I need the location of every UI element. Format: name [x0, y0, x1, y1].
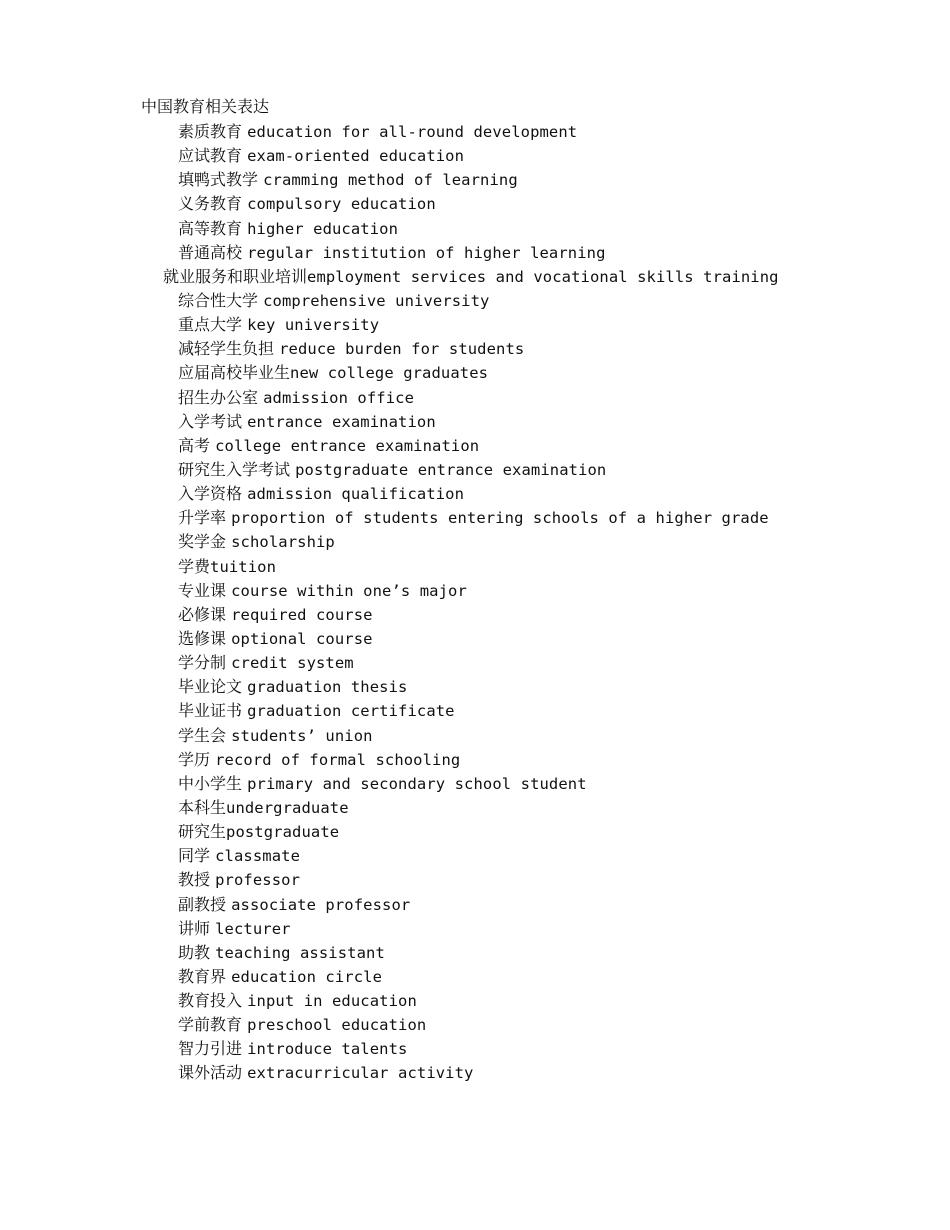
glossary-entry — [0, 169, 779, 193]
chinese-term: 学前教育 — [178, 1015, 243, 1035]
glossary-entry — [0, 628, 779, 652]
english-translation: exam-oriented education — [247, 147, 465, 166]
chinese-term: 学分制 — [178, 653, 227, 673]
glossary-list — [0, 121, 779, 1087]
chinese-term: 招生办公室 — [178, 387, 259, 407]
english-translation: graduation thesis — [247, 678, 408, 697]
english-translation: graduation certificate — [247, 702, 455, 721]
chinese-term: 减轻学生负担 — [178, 339, 275, 359]
glossary-entry — [0, 290, 779, 314]
chinese-term: 学生会 — [178, 725, 227, 745]
chinese-term: 综合性大学 — [178, 290, 259, 310]
chinese-term: 学费 — [178, 556, 211, 576]
english-translation: introduce talents — [247, 1040, 408, 1059]
glossary-entry — [0, 918, 779, 942]
glossary-entry — [0, 604, 779, 628]
english-translation: postgraduate — [226, 823, 340, 842]
chinese-term: 入学考试 — [178, 411, 243, 431]
english-translation: new college graduates — [290, 364, 489, 383]
glossary-entry — [0, 700, 779, 724]
english-translation: record of formal schooling — [215, 750, 461, 769]
english-translation: classmate — [215, 847, 300, 866]
glossary-entry — [0, 773, 779, 797]
glossary-entry — [0, 894, 779, 918]
english-translation: required course — [231, 605, 373, 624]
english-translation: lecturer — [215, 919, 291, 938]
page-title: 中国教育相关表达 — [141, 97, 270, 116]
english-translation: college entrance examination — [215, 436, 480, 455]
chinese-term: 高考 — [178, 435, 211, 455]
glossary-entry — [0, 942, 779, 966]
chinese-term: 奖学金 — [178, 532, 227, 552]
glossary-entry — [0, 459, 779, 483]
chinese-term: 义务教育 — [178, 194, 243, 214]
english-translation: teaching assistant — [215, 943, 385, 962]
english-translation: extracurricular activity — [247, 1064, 474, 1083]
english-translation: admission office — [263, 388, 415, 407]
chinese-term: 研究生 — [178, 822, 227, 842]
english-translation: scholarship — [231, 533, 335, 552]
english-translation: comprehensive university — [263, 291, 490, 310]
english-translation: associate professor — [231, 895, 411, 914]
english-translation: primary and secondary school student — [247, 774, 587, 793]
glossary-entry — [0, 676, 779, 700]
glossary-entry — [0, 121, 779, 145]
english-translation: tuition — [210, 557, 277, 576]
chinese-term: 研究生入学考试 — [178, 459, 291, 479]
glossary-entry — [0, 797, 779, 821]
chinese-term: 就业服务和职业培训 — [163, 266, 308, 286]
glossary-entry — [0, 845, 779, 869]
glossary-entry — [0, 990, 779, 1014]
glossary-entry — [0, 556, 779, 580]
glossary-entry — [0, 314, 779, 338]
english-translation: education circle — [231, 967, 383, 986]
glossary-entry — [0, 242, 779, 266]
glossary-entry — [0, 338, 779, 362]
glossary-entry — [0, 966, 779, 990]
chinese-term: 专业课 — [178, 580, 227, 600]
english-translation: postgraduate entrance examination — [295, 460, 607, 479]
chinese-term: 高等教育 — [178, 218, 243, 238]
english-translation: employment services and vocational skills training — [307, 267, 779, 286]
english-translation: higher education — [247, 219, 399, 238]
english-translation: input in education — [247, 992, 417, 1011]
glossary-entry — [0, 1038, 779, 1062]
chinese-term: 学历 — [178, 749, 211, 769]
chinese-term: 同学 — [178, 846, 211, 866]
english-translation: credit system — [231, 654, 354, 673]
chinese-term: 重点大学 — [178, 315, 243, 335]
chinese-term: 教授 — [178, 870, 211, 890]
glossary-entry — [0, 507, 779, 531]
glossary-entry — [0, 749, 779, 773]
english-translation: compulsory education — [247, 195, 436, 214]
english-translation: students’ union — [231, 726, 373, 745]
english-translation: professor — [215, 871, 300, 890]
chinese-term: 教育界 — [178, 966, 227, 986]
chinese-term: 选修课 — [178, 628, 227, 648]
glossary-entry — [0, 193, 779, 217]
glossary-entry — [0, 266, 779, 290]
english-translation: reduce burden for students — [279, 340, 525, 359]
chinese-term: 本科生 — [178, 797, 227, 817]
glossary-entry — [0, 531, 779, 555]
english-translation: proportion of students entering schools of a higher grade — [231, 509, 769, 528]
glossary-entry — [0, 652, 779, 676]
chinese-term: 填鸭式教学 — [178, 170, 259, 190]
glossary-entry — [0, 725, 779, 749]
english-translation: education for all-round development — [247, 123, 578, 141]
english-translation: course within one’s major — [231, 581, 467, 600]
glossary-entry — [0, 1014, 779, 1038]
english-translation: key university — [247, 316, 380, 335]
english-translation: admission qualification — [247, 485, 465, 504]
chinese-term: 普通高校 — [178, 242, 243, 262]
chinese-term: 素质教育 — [178, 122, 243, 141]
glossary-entry — [0, 869, 779, 893]
chinese-term: 入学资格 — [178, 484, 243, 504]
glossary-entry — [0, 218, 779, 242]
glossary-entry — [0, 362, 779, 386]
glossary-entry — [0, 821, 779, 845]
english-translation: undergraduate — [226, 798, 349, 817]
chinese-term: 升学率 — [178, 508, 227, 528]
english-translation: cramming method of learning — [263, 171, 518, 190]
glossary-entry — [0, 387, 779, 411]
chinese-term: 毕业证书 — [178, 701, 243, 721]
chinese-term: 应届高校毕业生 — [178, 363, 291, 383]
chinese-term: 副教授 — [178, 894, 227, 914]
chinese-term: 毕业论文 — [178, 677, 243, 697]
english-translation: regular institution of higher learning — [247, 243, 606, 262]
chinese-term: 讲师 — [178, 918, 211, 938]
glossary-entry — [0, 1062, 779, 1086]
glossary-entry — [0, 580, 779, 604]
chinese-term: 助教 — [178, 942, 211, 962]
chinese-term: 课外活动 — [178, 1063, 243, 1083]
glossary-entry — [0, 483, 779, 507]
english-translation: preschool education — [247, 1016, 427, 1035]
glossary-entry — [0, 435, 779, 459]
english-translation: entrance examination — [247, 412, 436, 431]
chinese-term: 智力引进 — [178, 1039, 243, 1059]
english-translation: optional course — [231, 629, 373, 648]
chinese-term: 教育投入 — [178, 991, 243, 1011]
glossary-entry — [0, 145, 779, 169]
chinese-term: 应试教育 — [178, 146, 243, 166]
glossary-entry — [0, 411, 779, 435]
chinese-term: 必修课 — [178, 604, 227, 624]
chinese-term: 中小学生 — [178, 773, 243, 793]
